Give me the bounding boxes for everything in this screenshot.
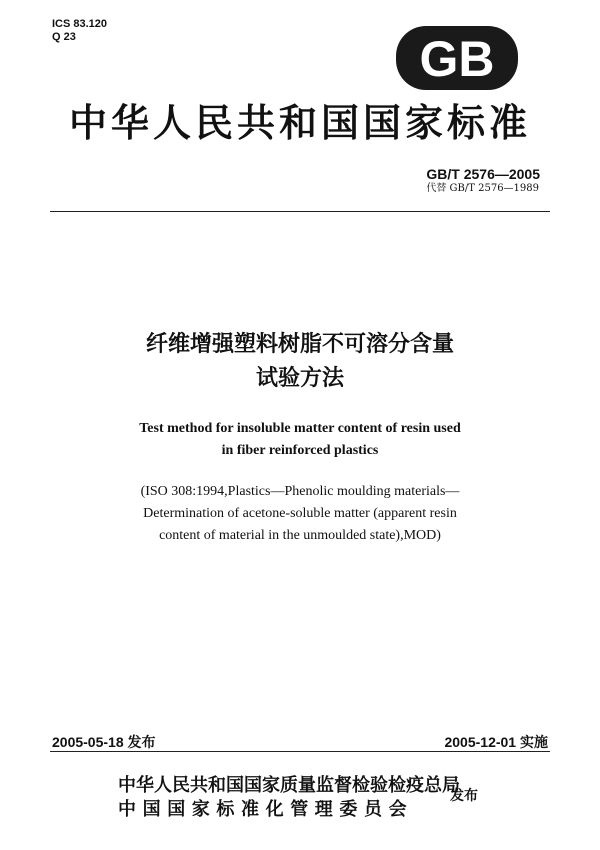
replaces-standard: 代替 GB/T 2576—1989: [426, 183, 540, 194]
classification-codes: [52, 18, 107, 44]
english-title-line1: Test method for insoluble matter content of resin used: [139, 421, 461, 436]
iso-reference: [0, 481, 600, 547]
chinese-title-line2: 试验方法: [255, 366, 344, 391]
ics-code: ICS 83.120: [52, 18, 108, 30]
chinese-title: [0, 328, 600, 396]
top-divider: [50, 211, 550, 212]
iso-reference-line3: content of material in the unmoulded state),MOD): [159, 528, 441, 543]
publish-label: 发布: [450, 788, 478, 804]
country-standard-title: 中华人民共和国国家标准: [68, 101, 531, 145]
issuing-authorities: [118, 774, 460, 822]
ccs-code: Q 23: [52, 31, 76, 43]
gb-logo-text: GB: [419, 31, 495, 87]
standard-number-block: [426, 166, 540, 195]
english-title: [0, 418, 600, 462]
bottom-divider: [50, 751, 550, 752]
issuer-line1: 中华人民共和国国家质量监督检验检疫总局: [118, 775, 460, 796]
chinese-title-line1: 纤维增强塑料树脂不可溶分含量: [145, 332, 454, 357]
implementation-date: 2005-12-01 实施: [444, 734, 548, 750]
gb-logo: [396, 26, 518, 90]
standard-number: GB/T 2576—2005: [426, 166, 540, 182]
issue-date: 2005-05-18 发布: [52, 734, 156, 750]
english-title-line2: in fiber reinforced plastics: [221, 443, 379, 458]
iso-reference-line2: Determination of acetone-soluble matter (apparent resin: [143, 506, 457, 521]
iso-reference-line1: (ISO 308:1994,Plastics—Phenolic moulding materials—: [140, 484, 460, 499]
issuer-line2: 中国国家标准化管理委员会: [118, 799, 414, 820]
